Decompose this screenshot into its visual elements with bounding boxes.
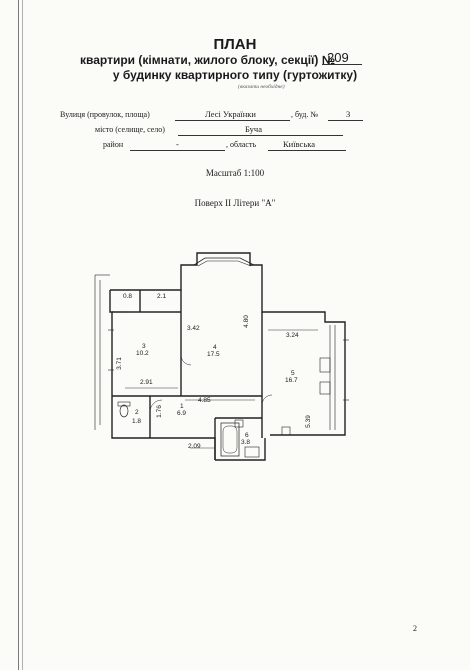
- dim-label: 0.8: [123, 293, 133, 300]
- oblast-value: Київська: [283, 139, 315, 149]
- building-label: , буд. №: [291, 110, 318, 119]
- floor-text: Поверх II Літери "А": [194, 198, 276, 208]
- door-arc: [262, 395, 272, 405]
- district-label: район: [103, 140, 124, 149]
- dim-label: 2.1: [157, 293, 167, 300]
- street-label: Вулиця (провулок, площа): [60, 110, 150, 119]
- room-area: 16.7: [285, 377, 298, 384]
- document-title: ПЛАН: [213, 36, 257, 53]
- wall: [110, 290, 215, 460]
- oblast-label: , область: [226, 140, 257, 149]
- city-value: Буча: [245, 124, 262, 134]
- dim-label: 3.42: [187, 325, 200, 332]
- room-area: 17.5: [207, 351, 220, 358]
- scale-text: Масштаб 1:100: [205, 168, 265, 178]
- dim-label: 1.8: [132, 418, 142, 425]
- district-value: -: [176, 139, 179, 149]
- room-area: 10.2: [136, 350, 149, 357]
- dim-label: 3.71: [115, 357, 123, 370]
- dim-label: 3.24: [286, 332, 299, 339]
- bay-window: [198, 261, 251, 266]
- room-number: 3: [142, 343, 146, 350]
- sink: [245, 447, 259, 457]
- stove: [320, 358, 330, 372]
- apartment-number: 209: [327, 50, 349, 65]
- room-area: 3.8: [241, 439, 251, 446]
- apartment-line-text: квартири (кімнати, жилого блоку, секції) №: [80, 53, 336, 67]
- dim-label: 1.76: [155, 405, 163, 418]
- room-number: 5: [291, 370, 295, 377]
- room-number: 2: [135, 409, 139, 416]
- dim-label: 5.39: [304, 415, 312, 428]
- building-type-line: у будинку квартирного типу (гуртожитку): [112, 68, 358, 82]
- street-value: Лесі Українки: [205, 109, 256, 119]
- fixture: [282, 427, 290, 435]
- dim-label: 2.09: [188, 443, 201, 450]
- city-label: місто (селище, село): [95, 125, 165, 134]
- page-number: 2: [413, 624, 417, 633]
- toilet-tank: [118, 402, 130, 406]
- kitchen-sink: [320, 382, 330, 394]
- room-number: 6: [245, 432, 249, 439]
- bathtub: [221, 423, 239, 456]
- toilet: [120, 405, 128, 417]
- dim-label: 2.91: [140, 379, 153, 386]
- dim-label: 4.80: [242, 315, 250, 328]
- room-number: 1: [180, 403, 184, 410]
- dim-label: 4.85: [198, 397, 211, 404]
- building-value: 3: [346, 109, 351, 119]
- door-arc: [181, 355, 191, 365]
- room-number: 4: [213, 344, 217, 351]
- room-area: 6.9: [177, 410, 187, 417]
- hint-text: (вказати необхідне): [238, 84, 285, 90]
- bathtub-inner: [223, 426, 237, 453]
